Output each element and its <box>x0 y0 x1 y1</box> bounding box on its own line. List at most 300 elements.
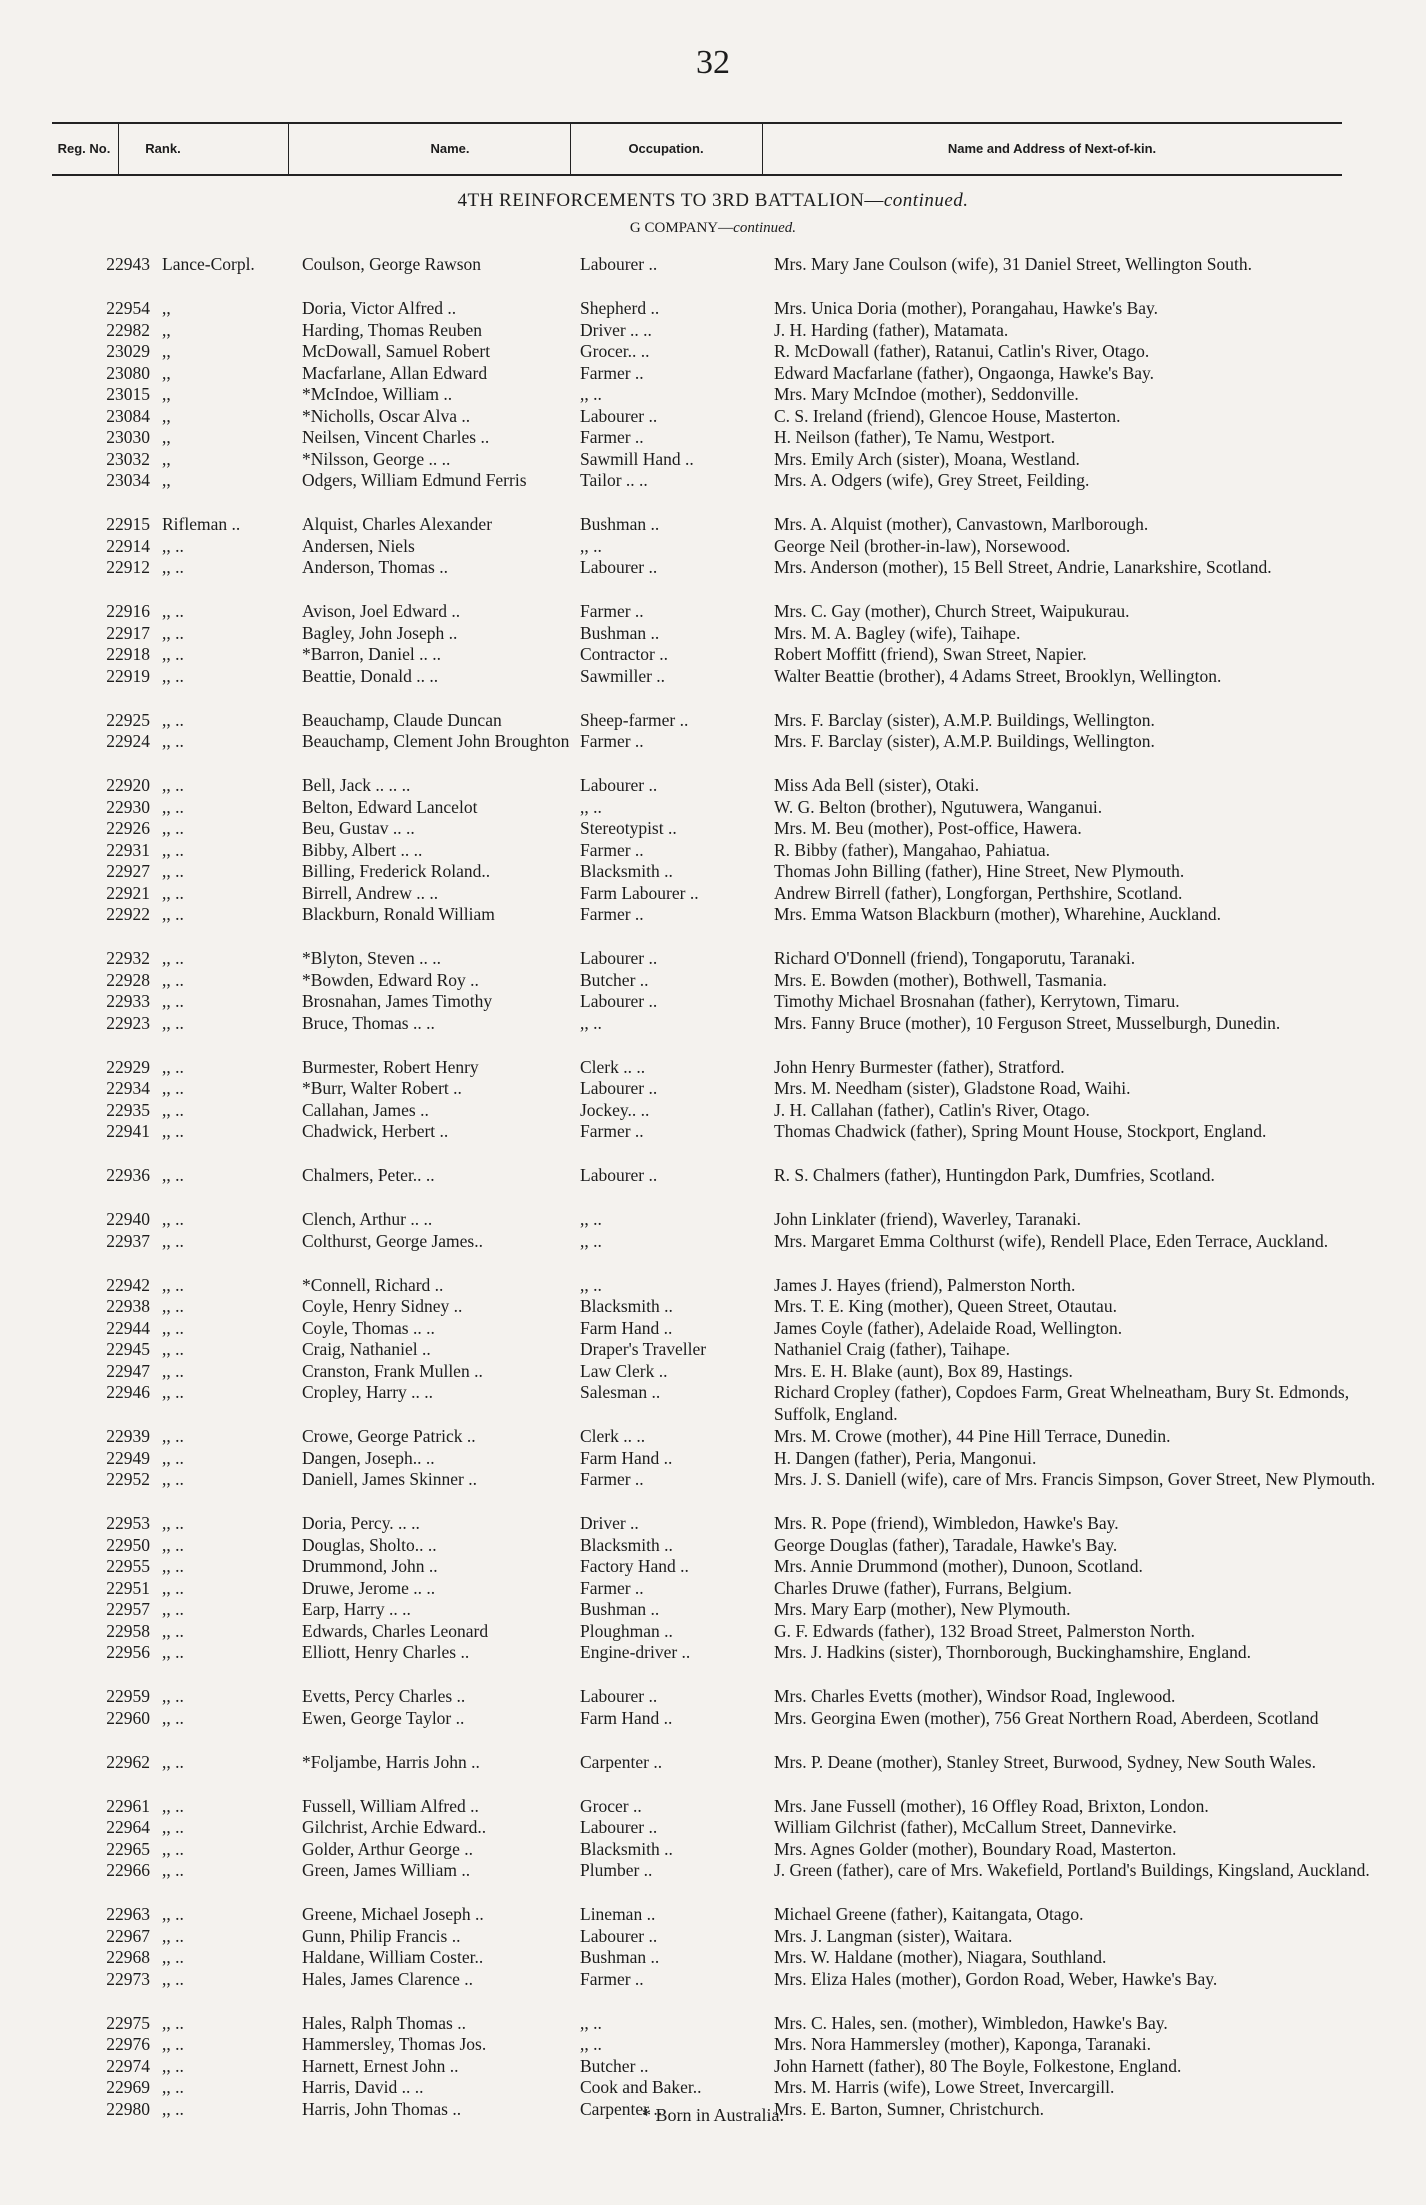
occupation-cell: Labourer .. <box>580 948 658 968</box>
rank-cell: ,, .. <box>162 2012 184 2033</box>
next-of-kin-cell: Timothy Michael Brosnahan (father), Kerrytown, Timaru. <box>774 991 1180 1011</box>
occupation-cell: Farm Hand .. <box>580 1707 673 1728</box>
table-row <box>52 1817 1352 1839</box>
name-cell: Callahan, James .. <box>302 1099 429 1120</box>
occupation-cell: ,, .. <box>580 1230 602 1251</box>
reg-no-cell: 22952 <box>106 1469 150 1489</box>
name-cell: Andersen, Niels <box>302 535 415 556</box>
rank-cell: ,, <box>162 319 171 340</box>
reg-no-cell: 22937 <box>106 1230 150 1251</box>
occupation-cell: Farmer .. <box>580 839 644 860</box>
reg-no-cell: 22918 <box>106 644 150 664</box>
rank-cell: ,, .. <box>162 1230 184 1251</box>
table-row <box>52 514 1352 536</box>
next-of-kin-cell: Mrs. P. Deane (mother), Stanley Street, Burwood, Sydney, New South Wales. <box>774 1751 1316 1772</box>
next-of-kin-cell: Mrs. Eliza Hales (mother), Gordon Road, Weber, Hawke's Bay. <box>774 1968 1218 1989</box>
rank-cell: ,, .. <box>162 1296 184 1316</box>
next-of-kin-cell: Nathaniel Craig (father), Taihape. <box>774 1339 1011 1359</box>
rank-cell: ,, .. <box>162 1165 184 1185</box>
table-row <box>52 861 1352 883</box>
occupation-cell: Farmer .. <box>580 362 644 383</box>
table-row <box>52 1796 1352 1818</box>
rank-cell: ,, .. <box>162 969 184 990</box>
table-row <box>52 1013 1352 1057</box>
rank-cell: ,, .. <box>162 1360 184 1381</box>
reg-no-cell: 22942 <box>106 1274 150 1295</box>
occupation-cell: Contractor .. <box>580 644 668 664</box>
rank-cell: ,, .. <box>162 1513 184 1533</box>
name-cell: Fussell, William Alfred .. <box>302 1795 479 1816</box>
rank-cell: ,, .. <box>162 1599 184 1619</box>
reg-no-cell: 22924 <box>106 731 150 751</box>
name-cell: Harding, Thomas Reuben <box>302 319 482 340</box>
occupation-cell: Factory Hand .. <box>580 1556 689 1576</box>
next-of-kin-cell: Mrs. Annie Drummond (mother), Dunoon, Scotland. <box>774 1556 1143 1576</box>
table-row <box>52 840 1352 862</box>
name-cell: Craig, Nathaniel .. <box>302 1339 431 1359</box>
reg-no-cell: 22974 <box>106 2055 150 2076</box>
table-row <box>52 1513 1352 1535</box>
table-row <box>52 970 1352 992</box>
next-of-kin-cell: Richard Cropley (father), Copdoes Farm, Great Whelneatham, Bury St. Edmonds, Suffolk, England. <box>774 1382 1350 1424</box>
occupation-cell: Farm Hand .. <box>580 1447 673 1468</box>
table-row <box>52 666 1352 710</box>
table-row <box>52 601 1352 623</box>
occupation-cell: ,, .. <box>580 2034 602 2054</box>
table-row <box>52 427 1352 449</box>
reg-no-cell: 22947 <box>106 1360 150 1381</box>
next-of-kin-cell: Mrs. M. Crowe (mother), 44 Pine Hill Terrace, Dunedin. <box>774 1426 1171 1446</box>
next-of-kin-cell: John Henry Burmester (father), Stratford. <box>774 1056 1065 1077</box>
name-cell: Birrell, Andrew .. .. <box>302 882 439 903</box>
rank-cell: ,, .. <box>162 601 184 621</box>
rank-cell: ,, .. <box>162 1904 184 1924</box>
occupation-cell: Farmer .. <box>580 1968 644 1989</box>
next-of-kin-cell: Mrs. E. Barton, Sumner, Christchurch. <box>774 2098 1045 2119</box>
rank-cell: ,, <box>162 470 171 490</box>
rank-cell: ,, .. <box>162 1968 184 1989</box>
next-of-kin-cell: Mrs. M. A. Bagley (wife), Taihape. <box>774 622 1021 643</box>
next-of-kin-cell: C. S. Ireland (friend), Glencoe House, Masterton. <box>774 405 1121 426</box>
name-cell: Harris, John Thomas .. <box>302 2098 462 2119</box>
reg-no-cell: 22919 <box>106 665 150 686</box>
name-cell: Edwards, Charles Leonard <box>302 1620 489 1641</box>
rank-cell: ,, <box>162 362 171 383</box>
table-row <box>52 883 1352 905</box>
name-cell: Cropley, Harry .. .. <box>302 1382 434 1402</box>
rank-cell: ,, <box>162 405 171 426</box>
reg-no-cell: 22954 <box>106 298 150 318</box>
reg-no-cell: 22926 <box>106 818 150 838</box>
table-row <box>52 470 1352 514</box>
reg-no-cell: 22931 <box>106 839 150 860</box>
rank-cell: ,, .. <box>162 1274 184 1295</box>
table-row <box>52 2077 1352 2099</box>
reg-no-cell: 22949 <box>106 1447 150 1468</box>
next-of-kin-cell: Mrs. Emily Arch (sister), Moana, Westland. <box>774 448 1080 469</box>
reg-no-cell: 22932 <box>106 948 150 968</box>
reg-no-cell: 22969 <box>106 2077 150 2097</box>
table-row <box>52 1860 1370 1904</box>
name-cell: Chalmers, Peter.. .. <box>302 1165 435 1185</box>
reg-no-cell: 22959 <box>106 1686 150 1706</box>
table-row <box>52 1165 1352 1209</box>
occupation-cell: Cook and Baker.. <box>580 2077 702 2097</box>
name-cell: Burmester, Robert Henry <box>302 1056 479 1077</box>
rank-cell: ,, <box>162 384 171 404</box>
next-of-kin-cell: G. F. Edwards (father), 132 Broad Street, Palmerston North. <box>774 1620 1195 1641</box>
rank-cell: ,, .. <box>162 1642 184 1662</box>
occupation-cell: Law Clerk .. <box>580 1360 668 1381</box>
table-row <box>52 1839 1352 1861</box>
header-occupation: Occupation. <box>628 141 704 156</box>
rank-cell: ,, .. <box>162 665 184 686</box>
rank-cell: ,, .. <box>162 557 184 577</box>
rank-cell: ,, .. <box>162 1209 184 1229</box>
reg-no-cell: 22920 <box>106 775 150 795</box>
occupation-cell: Butcher .. <box>580 969 649 990</box>
name-cell: Belton, Edward Lancelot <box>302 796 478 817</box>
next-of-kin-cell: Mrs. Mary Earp (mother), New Plymouth. <box>774 1599 1071 1619</box>
name-cell: Earp, Harry .. .. <box>302 1599 411 1619</box>
rank-cell: ,, .. <box>162 796 184 817</box>
rank-cell: ,, .. <box>162 1121 184 1141</box>
next-of-kin-cell: Mrs. Nora Hammersley (mother), Kaponga, Taranaki. <box>774 2034 1152 2054</box>
occupation-cell: Plumber .. <box>580 1860 653 1880</box>
next-of-kin-cell: J. H. Harding (father), Matamata. <box>774 319 1009 340</box>
table-row <box>52 623 1352 645</box>
rank-cell: ,, .. <box>162 948 184 968</box>
next-of-kin-cell: Charles Druwe (father), Furrans, Belgium. <box>774 1577 1072 1598</box>
occupation-cell: Bushman .. <box>580 622 660 643</box>
header-rank: Rank. <box>145 141 181 156</box>
name-cell: Gilchrist, Archie Edward.. <box>302 1817 487 1837</box>
rank-cell: ,, .. <box>162 1078 184 1098</box>
rank-cell: ,, .. <box>162 731 184 751</box>
company-name: G COMPANY— <box>629 220 734 236</box>
reg-no-cell: 22938 <box>106 1296 150 1316</box>
table-row <box>52 818 1352 840</box>
rank-cell: ,, .. <box>162 1838 184 1859</box>
occupation-cell: Labourer .. <box>580 254 658 274</box>
section-title-continued: continued. <box>883 190 969 211</box>
name-cell: Evetts, Percy Charles .. <box>302 1686 466 1706</box>
next-of-kin-cell: John Harnett (father), 80 The Boyle, Folkestone, England. <box>774 2055 1182 2076</box>
reg-no-cell: 22964 <box>106 1817 150 1837</box>
name-cell: *Nilsson, George .. .. <box>302 448 451 469</box>
occupation-cell: Farmer .. <box>580 1469 644 1489</box>
name-cell: Odgers, William Edmund Ferris <box>302 470 527 490</box>
reg-no-cell: 23030 <box>106 427 150 447</box>
occupation-cell: Labourer .. <box>580 775 658 795</box>
name-cell: Hammersley, Thomas Jos. <box>302 2034 487 2054</box>
name-cell: *Bowden, Edward Roy .. <box>302 969 479 990</box>
name-cell: Greene, Michael Joseph .. <box>302 1904 484 1924</box>
reg-no-cell: 22962 <box>106 1751 150 1772</box>
header-next-of-kin: Name and Address of Next-of-kin. <box>947 141 1157 156</box>
occupation-cell: Farm Labourer .. <box>580 882 699 903</box>
table-row <box>52 1642 1352 1686</box>
rank-cell: ,, <box>162 448 171 469</box>
next-of-kin-cell: Mrs. F. Barclay (sister), A.M.P. Buildings, Wellington. <box>774 709 1155 730</box>
next-of-kin-cell: J. H. Callahan (father), Catlin's River, Otago. <box>774 1099 1090 1120</box>
table-row <box>52 1578 1352 1600</box>
rank-cell: ,, <box>162 427 171 447</box>
reg-no-cell: 22941 <box>106 1121 150 1141</box>
reg-no-cell: 22922 <box>106 904 150 924</box>
name-cell: Alquist, Charles Alexander <box>302 514 493 534</box>
next-of-kin-cell: Michael Greene (father), Kaitangata, Otago. <box>774 1904 1084 1924</box>
next-of-kin-cell: Mrs. C. Gay (mother), Church Street, Waipukurau. <box>774 601 1130 621</box>
next-of-kin-cell: Mrs. J. Langman (sister), Waitara. <box>774 1925 1013 1946</box>
reg-no-cell: 22973 <box>106 1968 150 1989</box>
table-row <box>52 406 1352 428</box>
footnote: * Born in Australia. <box>642 2105 784 2125</box>
rank-cell: ,, .. <box>162 1099 184 1120</box>
name-cell: Daniell, James Skinner .. <box>302 1469 477 1489</box>
table-row <box>52 384 1352 406</box>
occupation-cell: Labourer .. <box>580 991 658 1011</box>
table-row <box>52 1469 1376 1513</box>
table-row <box>52 363 1352 385</box>
rank-cell: ,, .. <box>162 644 184 664</box>
table-row <box>52 449 1352 471</box>
reg-no-cell: 22933 <box>106 991 150 1011</box>
occupation-cell: Labourer .. <box>580 405 658 426</box>
name-cell: Crowe, George Patrick .. <box>302 1426 476 1446</box>
occupation-cell: Farmer .. <box>580 601 644 621</box>
next-of-kin-cell: Thomas John Billing (father), Hine Street, New Plymouth. <box>774 861 1185 881</box>
rank-cell: ,, .. <box>162 535 184 556</box>
occupation-cell: Sawmiller .. <box>580 665 666 686</box>
reg-no-cell: 22929 <box>106 1056 150 1077</box>
next-of-kin-cell: Mrs. T. E. King (mother), Queen Street, Otautau. <box>774 1296 1117 1316</box>
table-row <box>52 1078 1352 1100</box>
reg-no-cell: 22921 <box>106 882 150 903</box>
table-row <box>52 1621 1352 1643</box>
occupation-cell: Farmer .. <box>580 731 644 751</box>
table-row <box>52 2034 1352 2056</box>
reg-no-cell: 22912 <box>106 557 150 577</box>
next-of-kin-cell: William Gilchrist (father), McCallum Street, Dannevirke. <box>774 1817 1177 1837</box>
occupation-cell: Driver .. <box>580 1513 639 1533</box>
occupation-cell: Clerk .. .. <box>580 1426 646 1446</box>
occupation-cell: ,, .. <box>580 1012 602 1033</box>
occupation-cell: Driver .. .. <box>580 319 652 340</box>
occupation-cell: Bushman .. <box>580 514 660 534</box>
reg-no-cell: 22956 <box>106 1642 150 1662</box>
reg-no-cell: 23029 <box>106 341 150 361</box>
reg-no-cell: 22961 <box>106 1795 150 1816</box>
name-cell: Drummond, John .. <box>302 1556 438 1576</box>
occupation-cell: ,, .. <box>580 535 602 556</box>
next-of-kin-cell: Mrs. M. Harris (wife), Lowe Street, Invercargill. <box>774 2077 1115 2097</box>
next-of-kin-cell: Mrs. Unica Doria (mother), Porangahau, Hawke's Bay. <box>774 298 1158 318</box>
next-of-kin-cell: Miss Ada Bell (sister), Otaki. <box>774 775 980 795</box>
next-of-kin-cell: Mrs. J. Hadkins (sister), Thornborough, Buckinghamshire, England. <box>774 1642 1251 1662</box>
name-cell: Doria, Percy. .. .. <box>302 1513 420 1533</box>
table-row <box>52 1904 1352 1926</box>
company-subtitle <box>0 220 1426 237</box>
table-row <box>52 2013 1352 2035</box>
name-cell: Haldane, William Coster.. <box>302 1947 484 1967</box>
name-cell: Golder, Arthur George .. <box>302 1838 474 1859</box>
name-cell: Coyle, Henry Sidney .. <box>302 1296 463 1316</box>
table-row <box>52 1361 1352 1383</box>
occupation-cell: Bushman .. <box>580 1947 660 1967</box>
rank-cell: ,, <box>162 298 171 318</box>
occupation-cell: Stereotypist .. <box>580 818 677 838</box>
rank-cell: ,, .. <box>162 1382 184 1402</box>
occupation-cell: ,, .. <box>580 796 602 817</box>
reg-no-cell: 22940 <box>106 1209 150 1229</box>
table-row <box>52 1209 1352 1231</box>
table-row <box>52 991 1352 1013</box>
name-cell: *Burr, Walter Robert .. <box>302 1078 462 1098</box>
next-of-kin-cell: James Coyle (father), Adelaide Road, Wellington. <box>774 1317 1123 1338</box>
next-of-kin-cell: Richard O'Donnell (friend), Tongaporutu, Taranaki. <box>774 948 1136 968</box>
reg-no-cell: 22928 <box>106 969 150 990</box>
table-row <box>52 797 1352 819</box>
next-of-kin-cell: Mrs. Fanny Bruce (mother), 10 Ferguson Street, Musselburgh, Dunedin. <box>774 1012 1281 1033</box>
name-cell: *Barron, Daniel .. .. <box>302 644 441 664</box>
rank-cell: ,, .. <box>162 709 184 730</box>
occupation-cell: Sawmill Hand .. <box>580 448 694 469</box>
name-cell: Chadwick, Herbert .. <box>302 1121 449 1141</box>
section-title-main: 4TH REINFORCEMENTS TO 3RD BATTALION— <box>457 190 884 211</box>
next-of-kin-cell: Edward Macfarlane (father), Ongaonga, Hawke's Bay. <box>774 362 1155 383</box>
name-cell: McDowall, Samuel Robert <box>302 341 491 361</box>
reg-no-cell: 22982 <box>106 319 150 340</box>
name-cell: Cranston, Frank Mullen .. <box>302 1360 483 1381</box>
rank-cell: ,, .. <box>162 1426 184 1446</box>
name-cell: Clench, Arthur .. .. <box>302 1209 433 1229</box>
rank-cell: ,, .. <box>162 2077 184 2097</box>
occupation-cell: ,, .. <box>580 1209 602 1229</box>
rank-cell: ,, .. <box>162 1469 184 1489</box>
name-cell: Brosnahan, James Timothy <box>302 991 493 1011</box>
occupation-cell: Shepherd .. <box>580 298 660 318</box>
header-name: Name. <box>430 141 470 156</box>
next-of-kin-cell: Mrs. Anderson (mother), 15 Bell Street, Andrie, Lanarkshire, Scotland. <box>774 557 1272 577</box>
table-row <box>52 904 1352 948</box>
next-of-kin-cell: R. Bibby (father), Mangahao, Pahiatua. <box>774 839 1051 860</box>
next-of-kin-cell: Mrs. Georgina Ewen (mother), 756 Great Northern Road, Aberdeen, Scotland <box>774 1707 1319 1728</box>
name-cell: Colthurst, George James.. <box>302 1230 483 1251</box>
rank-cell: ,, .. <box>162 1707 184 1728</box>
next-of-kin-cell: Mrs. C. Hales, sen. (mother), Wimbledon, Hawke's Bay. <box>774 2012 1168 2033</box>
reg-no-cell: 22934 <box>106 1078 150 1098</box>
rank-cell: ,, .. <box>162 1925 184 1946</box>
name-cell: Beu, Gustav .. .. <box>302 818 415 838</box>
reg-no-cell: 22976 <box>106 2034 150 2054</box>
reg-no-cell: 22966 <box>106 1860 150 1880</box>
name-cell: Coulson, George Rawson <box>302 254 482 274</box>
table-row <box>52 1339 1352 1361</box>
table-row <box>52 1231 1352 1275</box>
next-of-kin-cell: W. G. Belton (brother), Ngutuwera, Wanganui. <box>774 796 1103 817</box>
reg-no-cell: 22914 <box>106 535 150 556</box>
occupation-cell: ,, .. <box>580 2012 602 2033</box>
name-cell: Blackburn, Ronald William <box>302 904 495 924</box>
table-row <box>52 1100 1352 1122</box>
rank-cell: ,, .. <box>162 1620 184 1641</box>
table-row <box>52 775 1352 797</box>
name-cell: *Connell, Richard .. <box>302 1274 444 1295</box>
occupation-cell: Labourer .. <box>580 1686 658 1706</box>
name-cell: Ewen, George Taylor .. <box>302 1707 465 1728</box>
next-of-kin-cell: Walter Beattie (brother), 4 Adams Street, Brooklyn, Wellington. <box>774 665 1222 686</box>
occupation-cell: Clerk .. .. <box>580 1056 646 1077</box>
occupation-cell: Butcher .. <box>580 2055 649 2076</box>
rank-cell: ,, .. <box>162 1751 184 1772</box>
table-row <box>52 2056 1352 2078</box>
rank-cell: ,, .. <box>162 1317 184 1338</box>
name-cell: Green, James William .. <box>302 1860 471 1880</box>
next-of-kin-cell: Mrs. Jane Fussell (mother), 16 Offley Road, Brixton, London. <box>774 1795 1209 1816</box>
occupation-cell: Blacksmith .. <box>580 1534 673 1555</box>
name-cell: Bell, Jack .. .. .. <box>302 775 411 795</box>
rank-cell: ,, .. <box>162 1056 184 1077</box>
name-cell: Coyle, Thomas .. .. <box>302 1317 435 1338</box>
table-row <box>52 1121 1352 1165</box>
table-row <box>52 1969 1352 2013</box>
table-row <box>52 557 1352 601</box>
occupation-cell: Labourer .. <box>580 1817 658 1837</box>
name-cell: Dangen, Joseph.. .. <box>302 1447 435 1468</box>
occupation-cell: Bushman .. <box>580 1599 660 1619</box>
table-row <box>52 536 1352 558</box>
reg-no-cell: 22975 <box>106 2012 150 2033</box>
occupation-cell: Labourer .. <box>580 557 658 577</box>
reg-no-cell: 22917 <box>106 622 150 643</box>
table-row <box>52 710 1352 732</box>
reg-no-cell: 23034 <box>106 470 150 490</box>
next-of-kin-cell: Mrs. J. S. Daniell (wife), care of Mrs. Francis Simpson, Gover Street, New Plymouth. <box>774 1469 1376 1489</box>
reg-no-cell: 22980 <box>106 2098 150 2119</box>
name-cell: Harris, David .. .. <box>302 2077 424 2097</box>
table-row <box>52 1382 1352 1426</box>
next-of-kin-cell: Robert Moffitt (friend), Swan Street, Napier. <box>774 644 1087 664</box>
table-row <box>52 341 1352 363</box>
rank-cell: ,, .. <box>162 2034 184 2054</box>
name-cell: Beauchamp, Clement John Broughton <box>302 731 570 751</box>
next-of-kin-cell: George Neil (brother-in-law), Norsewood. <box>774 535 1071 556</box>
rank-cell: ,, <box>162 341 171 361</box>
name-cell: Gunn, Philip Francis .. <box>302 1925 461 1946</box>
next-of-kin-cell: James J. Hayes (friend), Palmerston North. <box>774 1274 1076 1295</box>
table-row <box>52 1947 1352 1969</box>
reg-no-cell: 22960 <box>106 1707 150 1728</box>
name-cell: Hales, James Clarence .. <box>302 1968 474 1989</box>
next-of-kin-cell: Mrs. F. Barclay (sister), A.M.P. Buildings, Wellington. <box>774 731 1155 751</box>
rank-cell: ,, .. <box>162 991 184 1011</box>
rank-cell: ,, .. <box>162 2055 184 2076</box>
next-of-kin-cell: Thomas Chadwick (father), Spring Mount House, Stockport, England. <box>774 1121 1267 1141</box>
next-of-kin-cell: George Douglas (father), Taradale, Hawke's Bay. <box>774 1534 1118 1555</box>
occupation-cell: Salesman .. <box>580 1382 661 1402</box>
reg-no-cell: 22927 <box>106 861 150 881</box>
rank-cell: ,, .. <box>162 839 184 860</box>
table-row <box>52 1057 1352 1079</box>
name-cell: *McIndoe, William .. <box>302 384 453 404</box>
occupation-cell: Blacksmith .. <box>580 861 673 881</box>
rank-cell: ,, .. <box>162 1534 184 1555</box>
occupation-cell: Grocer.. .. <box>580 341 650 361</box>
occupation-cell: Farmer .. <box>580 904 644 924</box>
next-of-kin-cell: Mrs. Mary McIndoe (mother), Seddonville. <box>774 384 1079 404</box>
reg-no-cell: 22965 <box>106 1838 150 1859</box>
